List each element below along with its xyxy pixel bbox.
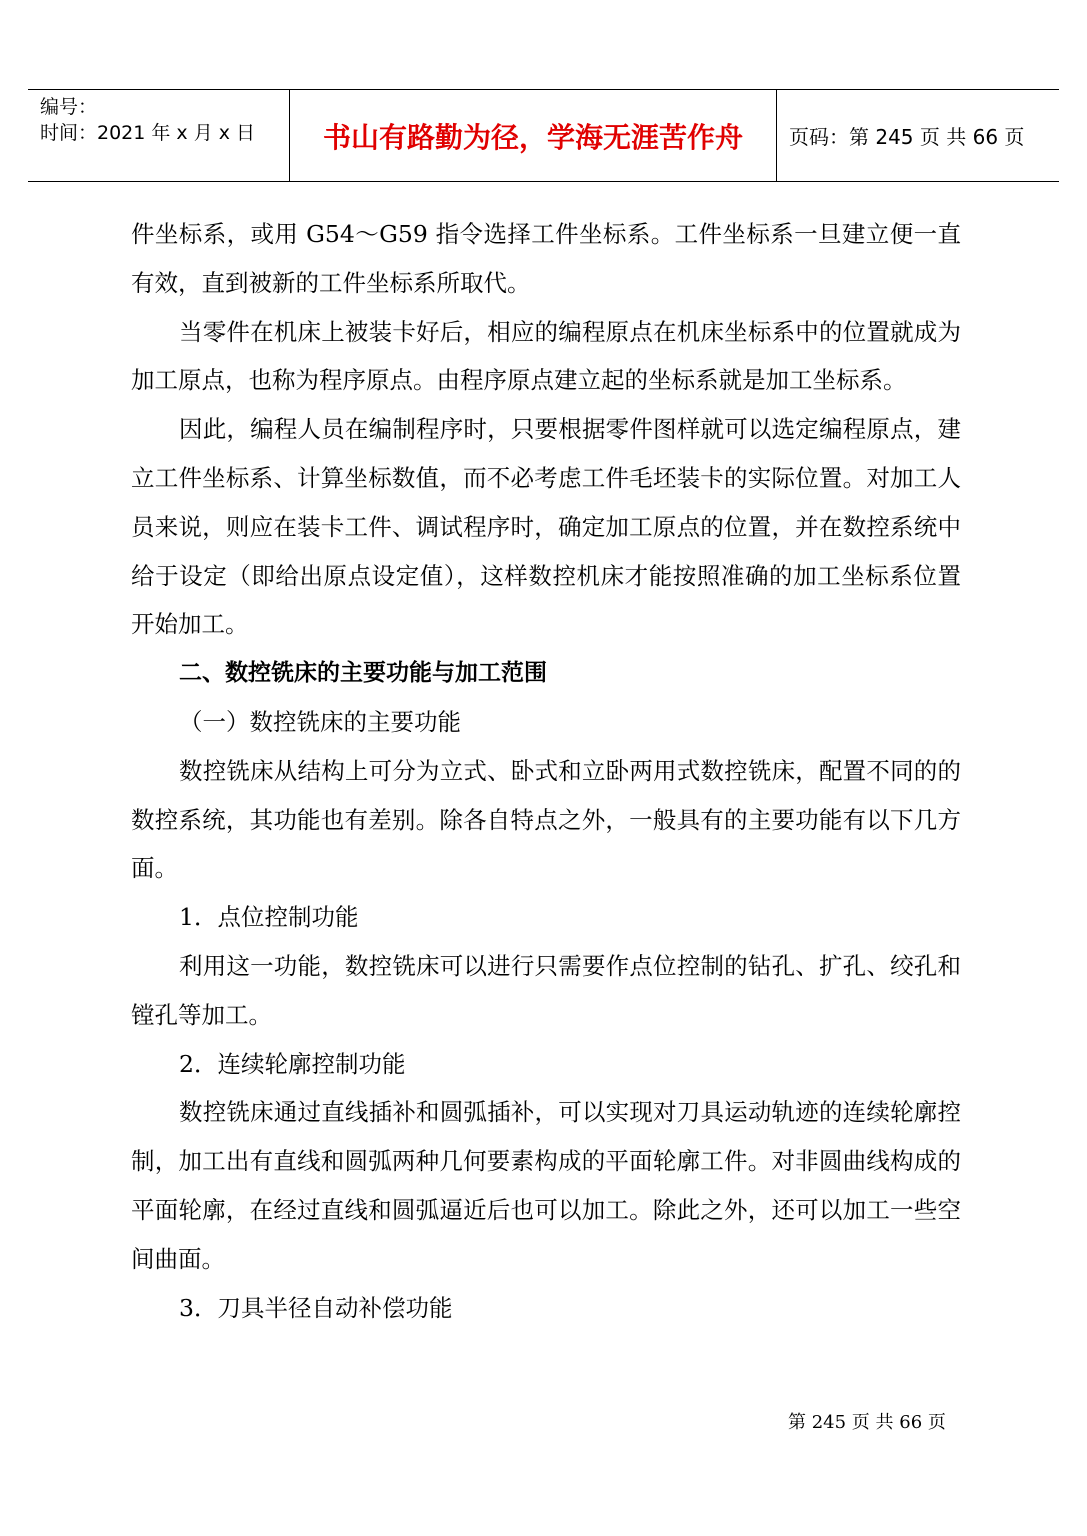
- paragraph: 因此，编程人员在编制程序时，只要根据零件图样就可以选定编程原点，建立工件坐标系、计算坐标数值，而不必考虑工件毛坯装卡的实际位置。对加工人员来说，则应在装卡工件、调试程序时，确定加工原点的位置，并在数控系统中给于设定（即给出原点设定值），这样数控机床才能按照准确的加工坐标系位置开始加工。: [131, 415, 961, 639]
- list-heading: 1．点位控制功能: [179, 903, 359, 932]
- document-time: 时间：2021 年 x 月 x 日: [40, 122, 256, 144]
- list-heading: 2．连续轮廓控制功能: [179, 1049, 406, 1078]
- section-heading: 二、数控铣床的主要功能与加工范围: [179, 660, 547, 687]
- header-page-code: 页码：第 245 页 共 66 页: [789, 125, 1025, 149]
- paragraph: 利用这一功能，数控铣床可以进行只需要作点位控制的钻孔、扩孔、绞孔和镗孔等加工。: [131, 951, 961, 1029]
- page-footer: 第 245 页 共 66 页: [788, 1412, 946, 1433]
- paragraph: 当零件在机床上被装卡好后，相应的编程原点在机床坐标系中的位置就成为加工原点，也称为程序原点。由程序原点建立起的坐标系就是加工坐标系。: [131, 317, 961, 395]
- paragraph: 件坐标系，或用 G54～G59 指令选择工件坐标系。工件坐标系一旦建立便一直有效，直到被新的工件坐标系所取代。: [131, 220, 961, 297]
- document-body: [131, 210, 961, 1332]
- paragraph: 数控铣床通过直线插补和圆弧插补，可以实现对刀具运动轨迹的连续轮廓控制，加工出有直线和圆弧两种几何要素构成的平面轮廓工件。对非圆曲线构成的平面轮廓，在经过直线和圆弧逼近后也可以加工。除此之外，还可以加工一些空间曲面。: [131, 1098, 961, 1273]
- document-number-label: 编号：: [40, 96, 98, 118]
- paragraph: 数控铣床从结构上可分为立式、卧式和立卧两用式数控铣床，配置不同的的数控系统，其功能也有差别。除各自特点之外，一般具有的主要功能有以下几方面。: [131, 756, 961, 883]
- header-meta: [28, 90, 290, 181]
- list-heading: 3．刀具半径自动补偿功能: [179, 1293, 453, 1322]
- page-header: [28, 89, 1059, 182]
- subsection-heading: （一）数控铣床的主要功能: [179, 707, 461, 736]
- header-motto: 书山有路勤为径，学海无涯苦作舟: [290, 90, 777, 181]
